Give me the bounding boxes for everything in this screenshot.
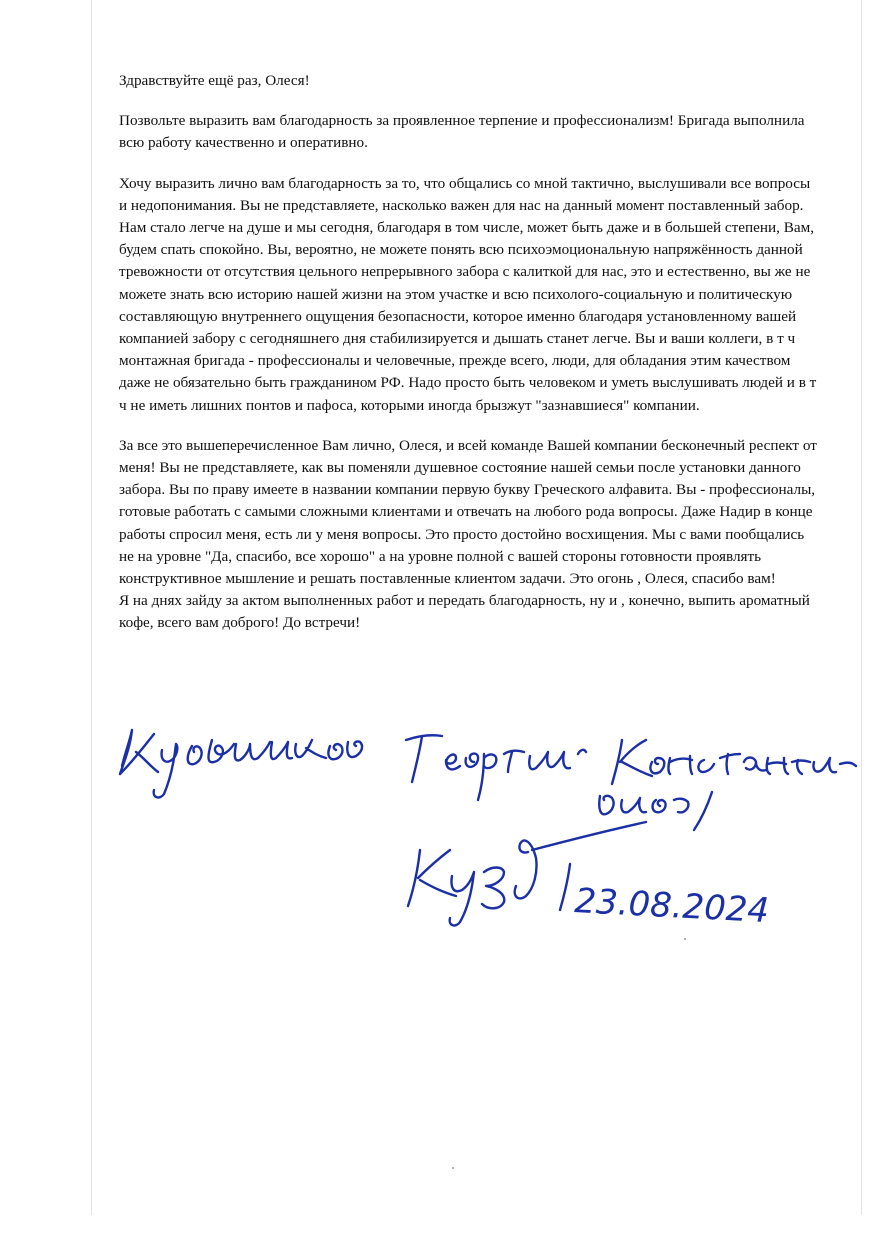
letter-paragraph-3: За все это вышеперечисленное Вам лично, Олеся, и всей команде Вашей компании бесконечный респект от меня! Вы не представляете, как вы поменяли душевное состояние нашей семьи после установки данного забора. Вы по праву имеете в названии компании первую букву Греческого алфавита. Вы - профессионалы, готовые работать с самыми сложными клиентами и отвечать на любого рода вопросы. Даже Надир в конце работы спросил меня, есть ли у меня вопросы. Это просто достойно восхищения. Мы с вами пообщались не на уровне "Да, спасибо, все хорошо" а на уровне полной с вашей стороны готовности проявлять конструктивное мышление и решать поставленные клиентом задачи. Это огонь , Олеся, спасибо вам!: [119, 436, 817, 588]
letter-body: [119, 70, 819, 653]
letter-paragraph-2: Хочу выразить лично вам благодарность за то, что общались со мной тактично, выслушивали все вопросы и недопонимания. Вы не представляете, насколько важен для нас на данный момент поставленный забор. Нам стало легче на душе и мы сегодня, благодаря в том числе, может быть даже и в большей степени, Вам, будем спать спокойно. Вы, вероятно, не можете понять всю психоэмоциональную напряжённость данной тревожности от отсутствия цельного непрерывного забора с калиткой для нас, это и естественно, вы же не можете знать всю историю нашей жизни на этом участке и всю психолого-социальную и политическую составляющую внутреннего ощущения безопасности, которое именно благодаря установленному вашей компанией забору с сегодняшнего дня стабилизируется и дышать станет легче. Вы и ваши коллеги, в т ч монтажная бригада - профессионалы и человечные, прежде всего, люди, для обладания этим качеством даже не обязательно быть гражданином РФ. Надо просто быть человеком и уметь выслушивать людей и в т ч не иметь лишних понтов и пафоса, которыми иногда брызжут "зазнавшиеся" компании.: [119, 174, 817, 414]
paper-speck: [452, 1167, 454, 1169]
letter-greeting: Здравствуйте ещё раз, Олеся!: [119, 72, 310, 89]
handwritten-signature: [100, 700, 860, 960]
page-edge-left: [91, 0, 92, 1215]
signature-date: 23.08.2024: [573, 881, 771, 932]
letter-paragraph-1: Позвольте выразить вам благодарность за проявленное терпение и профессионализм! Бригада выполнила всю работу качественно и оперативно.: [119, 112, 805, 152]
letter-paragraph-4: Я на днях зайду за актом выполненных работ и передать благодарность, ну и , конечно, выпить ароматный кофе, всего вам доброго! До встречи!: [119, 592, 810, 632]
signature-drawing: [100, 700, 860, 960]
page-edge-right: [861, 0, 862, 1215]
paper-speck: [684, 938, 686, 940]
